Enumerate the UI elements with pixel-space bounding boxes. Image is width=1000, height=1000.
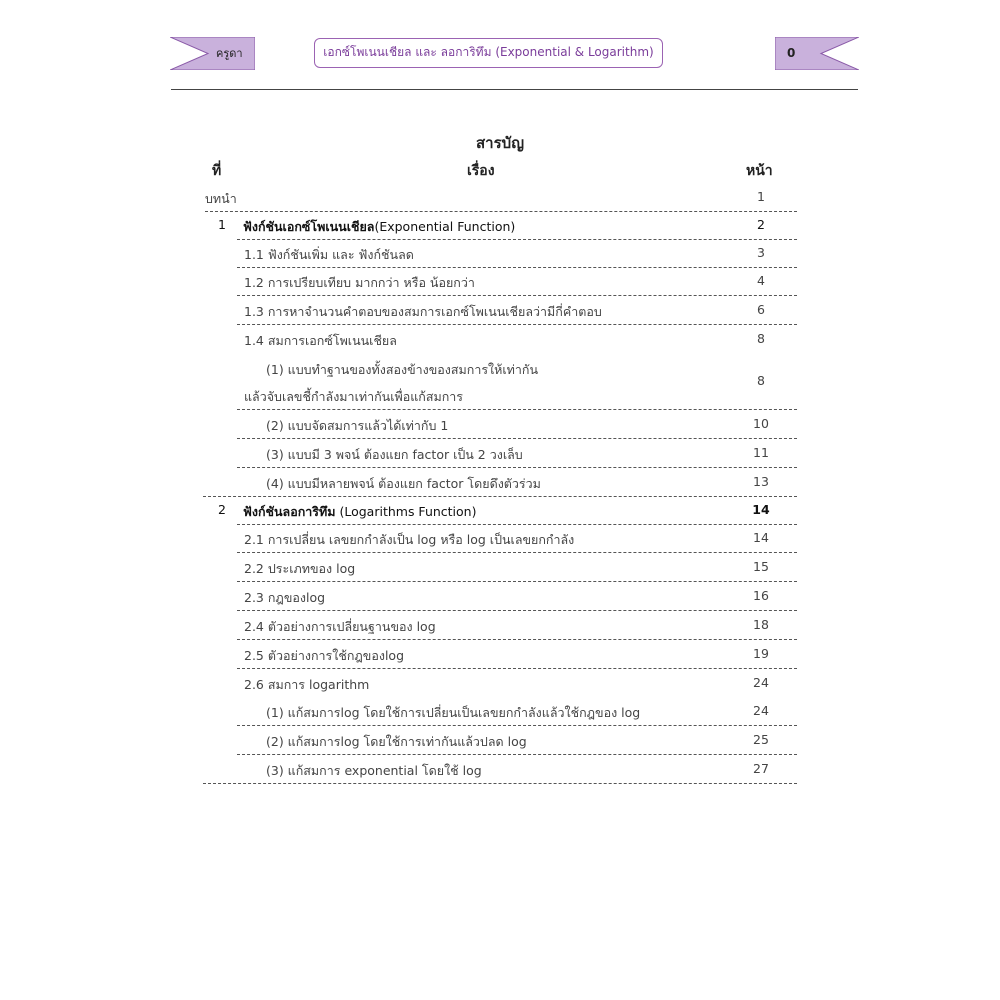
chapter-title: ฟังก์ชันเอกซ์โพเนนเชียล [243,219,375,234]
column-header-page: หน้า [746,163,773,179]
toc-page: 27 [753,761,769,776]
chapter-title-en: (Exponential Function) [374,219,516,234]
row-separator [237,438,797,439]
teacher-tab-label: ครูดา [216,47,243,60]
column-header-number: ที่ [212,163,222,179]
document-title: เอกซ์โพเนนเชียล และ ลอการิทึม (Exponential & Logarithm) [314,38,663,68]
toc-topic: 2.6 สมการ logarithm [244,677,370,692]
row-separator [237,467,797,468]
chapter-title-en: (Logarithms Function) [335,504,477,519]
row-separator [205,211,797,212]
toc-page: 14 [753,530,769,545]
row-separator [237,324,797,325]
toc-page: 19 [753,646,769,661]
toc-topic: 1.3 การหาจำนวนคำตอบของสมการเอกซ์โพเนนเชียลว่ามีกี่คำตอบ [244,304,602,319]
toc-topic: (2) แก้สมการlog โดยใช้การเท่ากันแล้วปลด log [266,734,527,749]
toc-topic: 2.1 การเปลี่ยน เลขยกกำลังเป็น log หรือ log เป็นเลขยกกำลัง [244,532,575,547]
toc-page: 24 [753,675,769,690]
toc-topic: 1.1 ฟังก์ชันเพิ่ม และ ฟังก์ชันลด [244,247,414,262]
toc-topic: (3) แบบมี 3 พจน์ ต้องแยก factor เป็น 2 วงเล็บ [266,447,523,462]
row-separator [237,754,797,755]
toc-topic [243,217,515,237]
row-separator [237,639,797,640]
teacher-tab [170,37,255,70]
toc-page: 1 [757,189,765,204]
header-divider [171,89,858,90]
toc-topic: (3) แก้สมการ exponential โดยใช้ log [266,763,482,778]
toc-page: 25 [753,732,769,747]
toc-page: 6 [757,302,765,317]
toc-topic: 1.4 สมการเอกซ์โพเนนเชียล [244,333,397,348]
toc-page: 18 [753,617,769,632]
toc-topic: 1.2 การเปรียบเทียบ มากกว่า หรือ น้อยกว่า [244,275,475,290]
row-separator [237,725,797,726]
toc-page: 8 [757,373,765,388]
column-header-topic: เรื่อง [467,163,495,179]
toc-number: 1 [218,217,226,232]
page-number-tab [775,37,859,70]
row-separator [237,409,797,410]
toc-topic: (1) แก้สมการlog โดยใช้การเปลี่ยนเป็นเลขยกกำลังแล้วใช้กฎของ log [266,705,641,720]
row-separator [237,668,797,669]
page-number: 0 [787,46,796,60]
toc-topic: (1) แบบทำฐานของทั้งสองข้างของสมการให้เท่ากัน [266,362,539,377]
toc-page: 13 [753,474,769,489]
toc-page: 10 [753,416,769,431]
toc-topic: 2.4 ตัวอย่างการเปลี่ยนฐานของ log [244,619,436,634]
toc-page: 15 [753,559,769,574]
row-separator [237,610,797,611]
row-separator [237,239,797,240]
toc-page: 11 [753,445,769,460]
toc-topic-line2: แล้วจับเลขชี้กำลังมาเท่ากันเพื่อแก้สมการ [244,389,464,404]
row-separator [237,552,797,553]
toc-topic: บทนำ [205,191,237,206]
toc-page: 14 [752,502,770,517]
toc-topic: 2.5 ตัวอย่างการใช้กฎของlog [244,648,405,663]
toc-topic: (2) แบบจัดสมการแล้วได้เท่ากับ 1 [266,418,449,433]
row-separator [237,295,797,296]
toc-topic: (4) แบบมีหลายพจน์ ต้องแยก factor โดยดึงตัวร่วม [266,476,541,491]
toc-page: 16 [753,588,769,603]
row-separator [203,496,797,497]
toc-page: 3 [757,245,765,260]
toc-page: 2 [757,217,765,232]
toc-page: 24 [753,703,769,718]
toc-topic: 2.3 กฎของlog [244,590,326,605]
row-separator [237,581,797,582]
toc-heading: สารบัญ [476,134,524,152]
toc-topic: 2.2 ประเภทของ log [244,561,356,576]
toc-page: 4 [757,273,765,288]
toc-topic [243,502,476,522]
toc-number: 2 [218,502,226,517]
row-separator [237,267,797,268]
row-separator [203,783,797,784]
chapter-title: ฟังก์ชันลอการิทึม [243,504,336,519]
toc-page: 8 [757,331,765,346]
row-separator [237,524,797,525]
